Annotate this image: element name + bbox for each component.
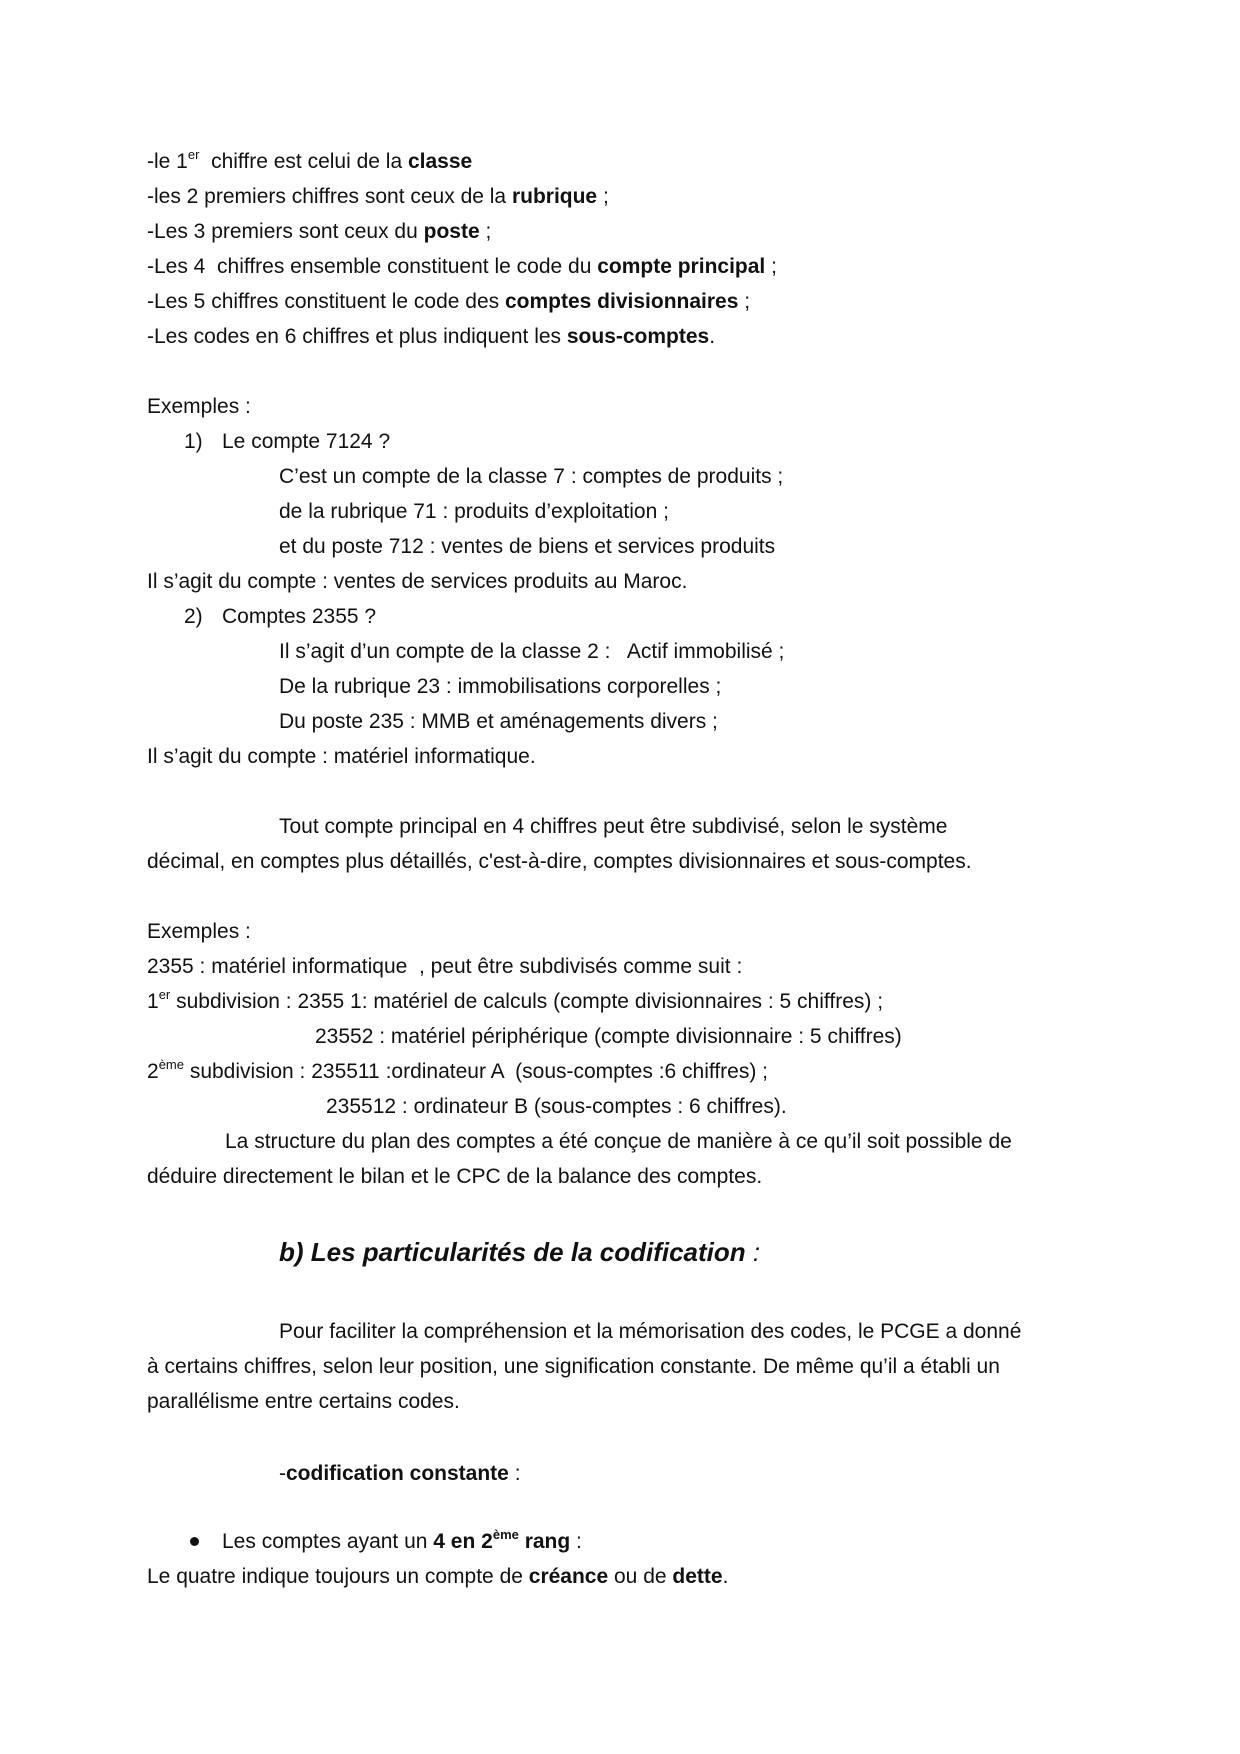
subdivision-intro: 2355 : matériel informatique , peut être subdivisés comme suit : bbox=[147, 955, 743, 978]
example-1-line: C’est un compte de la classe 7 : comptes de produits ; bbox=[279, 465, 784, 488]
rule-line-poste: -Les 3 premiers sont ceux du poste ; bbox=[147, 220, 492, 243]
rule-line-compte-principal: -Les 4 chiffres ensemble constituent le code du compte principal ; bbox=[147, 255, 777, 278]
example-2-number: 2) bbox=[184, 605, 203, 628]
example-1-line: de la rubrique 71 : produits d’exploitation ; bbox=[279, 500, 669, 523]
codification-constante-heading: -codification constante : bbox=[279, 1462, 521, 1485]
examples-heading: Exemples : bbox=[147, 395, 251, 418]
section-b-paragraph-line: parallélisme entre certains codes. bbox=[147, 1390, 460, 1413]
rule-line-classe: -le 1er chiffre est celui de la classe bbox=[147, 147, 473, 173]
bullet-icon bbox=[190, 1537, 199, 1546]
paragraph-line: décimal, en comptes plus détaillés, c'est-à-dire, comptes divisionnaires et sous-comptes. bbox=[147, 850, 972, 873]
subdivision-1-line: 1er subdivision : 2355 1: matériel de calculs (compte divisionnaires : 5 chiffres) ; bbox=[147, 987, 884, 1013]
example-2-line: Il s’agit d’un compte de la classe 2 : Actif immobilisé ; bbox=[279, 640, 785, 663]
rule-line-rubrique: -les 2 premiers chiffres sont ceux de la rubrique ; bbox=[147, 185, 609, 208]
structure-paragraph-line: La structure du plan des comptes a été conçue de manière à ce qu’il soit possible de bbox=[225, 1130, 1012, 1153]
section-b-paragraph-line: Pour faciliter la compréhension et la mémorisation des codes, le PCGE a donné bbox=[279, 1320, 1022, 1343]
example-1-number: 1) bbox=[184, 430, 203, 453]
example-1-title: Le compte 7124 ? bbox=[222, 430, 391, 453]
rule-line-sous-comptes: -Les codes en 6 chiffres et plus indiquent les sous-comptes. bbox=[147, 325, 716, 348]
examples-heading: Exemples : bbox=[147, 920, 251, 943]
rule-line-comptes-divisionnaires: -Les 5 chiffres constituent le code des comptes divisionnaires ; bbox=[147, 290, 751, 313]
structure-paragraph-line: déduire directement le bilan et le CPC de la balance des comptes. bbox=[147, 1165, 763, 1188]
paragraph-line: Tout compte principal en 4 chiffres peut être subdivisé, selon le système bbox=[279, 815, 948, 838]
example-2-line: Du poste 235 : MMB et aménagements divers ; bbox=[279, 710, 718, 733]
example-2-title: Comptes 2355 ? bbox=[222, 605, 377, 628]
example-2-conclusion: Il s’agit du compte : matériel informatique. bbox=[147, 745, 536, 768]
subdivision-1-line2: 23552 : matériel périphérique (compte divisionnaire : 5 chiffres) bbox=[315, 1025, 902, 1048]
subdivision-2-line2: 235512 : ordinateur B (sous-comptes : 6 chiffres). bbox=[326, 1095, 787, 1118]
bullet-item: Les comptes ayant un 4 en 2ème rang : bbox=[222, 1527, 582, 1553]
section-b-title: b) Les particularités de la codification : bbox=[279, 1237, 761, 1267]
example-1-conclusion: Il s’agit du compte : ventes de services produits au Maroc. bbox=[147, 570, 688, 593]
section-b-paragraph-line: à certains chiffres, selon leur position, une signification constante. De même qu’il a établi un bbox=[147, 1355, 1000, 1378]
subdivision-2-line: 2ème subdivision : 235511 :ordinateur A (sous-comptes :6 chiffres) ; bbox=[147, 1057, 769, 1083]
example-1-line: et du poste 712 : ventes de biens et services produits bbox=[279, 535, 776, 558]
final-line: Le quatre indique toujours un compte de créance ou de dette. bbox=[147, 1565, 729, 1588]
example-2-line: De la rubrique 23 : immobilisations corporelles ; bbox=[279, 675, 722, 698]
